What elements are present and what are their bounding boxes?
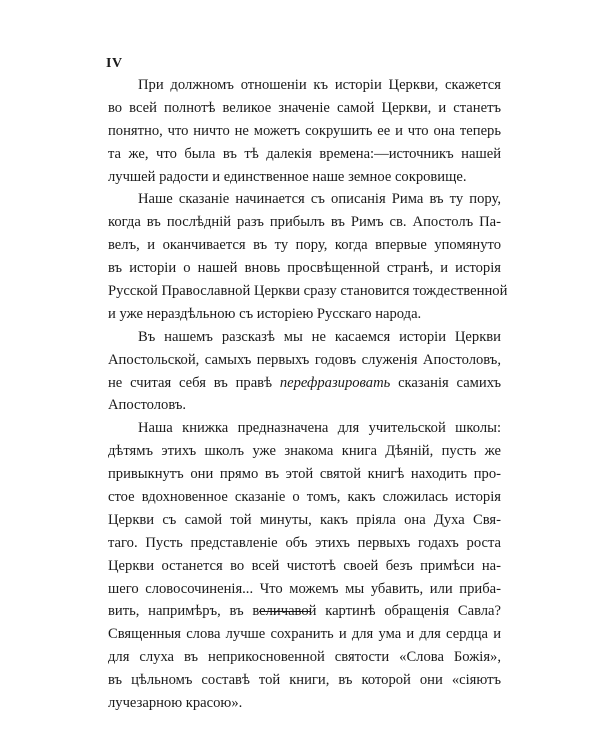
text-line: когда въ послѣдній разъ прибылъ въ Римъ св. Апостолъ Па- — [108, 214, 501, 231]
text-line: Церкви останется во всей чистотѣ своей безъ примѣси на- — [108, 557, 501, 574]
text-line: лучшей радости и единственное наше земное сокровище. — [108, 168, 467, 185]
text-line: Наше сказаніе начинается съ описанія Рима въ ту пору, — [138, 191, 501, 208]
text-line: Русской Православной Церкви сразу становится тождественной — [108, 283, 508, 300]
text-segment: сказанія самихъ — [390, 374, 502, 391]
text-line: велъ, и оканчивается въ ту пору, когда впервые упомянуто — [108, 237, 501, 254]
text-line: лучезарною красою». — [108, 695, 243, 712]
text-line: во всей полнотѣ великое значеніе самой Церкви, и станетъ — [108, 99, 501, 116]
text-line: дѣтямъ этихъ школъ уже знакома книга Дѣяній, пусть же — [108, 443, 501, 460]
text-line: та же, что была въ тѣ далекія времена:—источникъ нашей — [108, 145, 501, 162]
text-line: Апостольской, самыхъ первыхъ годовъ служенія Апостоловъ, — [108, 351, 501, 368]
section-end-rule — [259, 611, 311, 612]
text-line: Апостоловъ. — [108, 397, 187, 414]
text-line: привыкнутъ они прямо въ этой святой книгѣ находить про- — [108, 466, 501, 483]
text-line: въ цѣльномъ составѣ той книги, въ которой они «сіяютъ — [108, 672, 501, 689]
text-line: При должномъ отношеніи къ исторіи Церкви, скажется — [138, 77, 501, 93]
body-text — [108, 74, 508, 715]
text-line: для слуха въ неприкосновенной святости «Слова Божія», — [108, 649, 501, 666]
page-number: IV — [106, 56, 123, 71]
text-line: понятно, что ничто не можетъ сокрушить ее и что она теперь — [108, 122, 501, 139]
text-line: Наша книжка предназначена для учительской школы: — [138, 420, 501, 437]
text-line: Въ нашемъ разсказѣ мы не касаемся исторіи Церкви — [138, 328, 501, 345]
text-segment: не считая себя въ правѣ — [108, 374, 280, 391]
text-line: вить, напримѣръ, въ величавой картинѣ обращенія Савла? — [108, 603, 501, 620]
text-line — [108, 372, 501, 395]
text-line: въ исторіи о нашей вновь просвѣщенной странѣ, и исторія — [108, 260, 501, 277]
text-line: таго. Пусть представленіе объ этихъ первыхъ годахъ роста — [108, 534, 501, 551]
text-line: и уже нераздѣльною съ исторіею Русскаго народа. — [108, 305, 422, 322]
text-line: стое вдохновенное сказаніе о томъ, какъ сложилась исторія — [108, 489, 501, 506]
text-line: шего словосочиненія... Что можемъ мы убавить, или приба- — [108, 580, 501, 597]
emphasized-word: перефразировать — [279, 374, 391, 391]
text-line: Церкви съ самой той минуты, какъ пріяла она Духа Свя- — [108, 511, 501, 528]
text-line: Священныя слова лучше сохранить и для ума и для сердца и — [108, 626, 501, 643]
